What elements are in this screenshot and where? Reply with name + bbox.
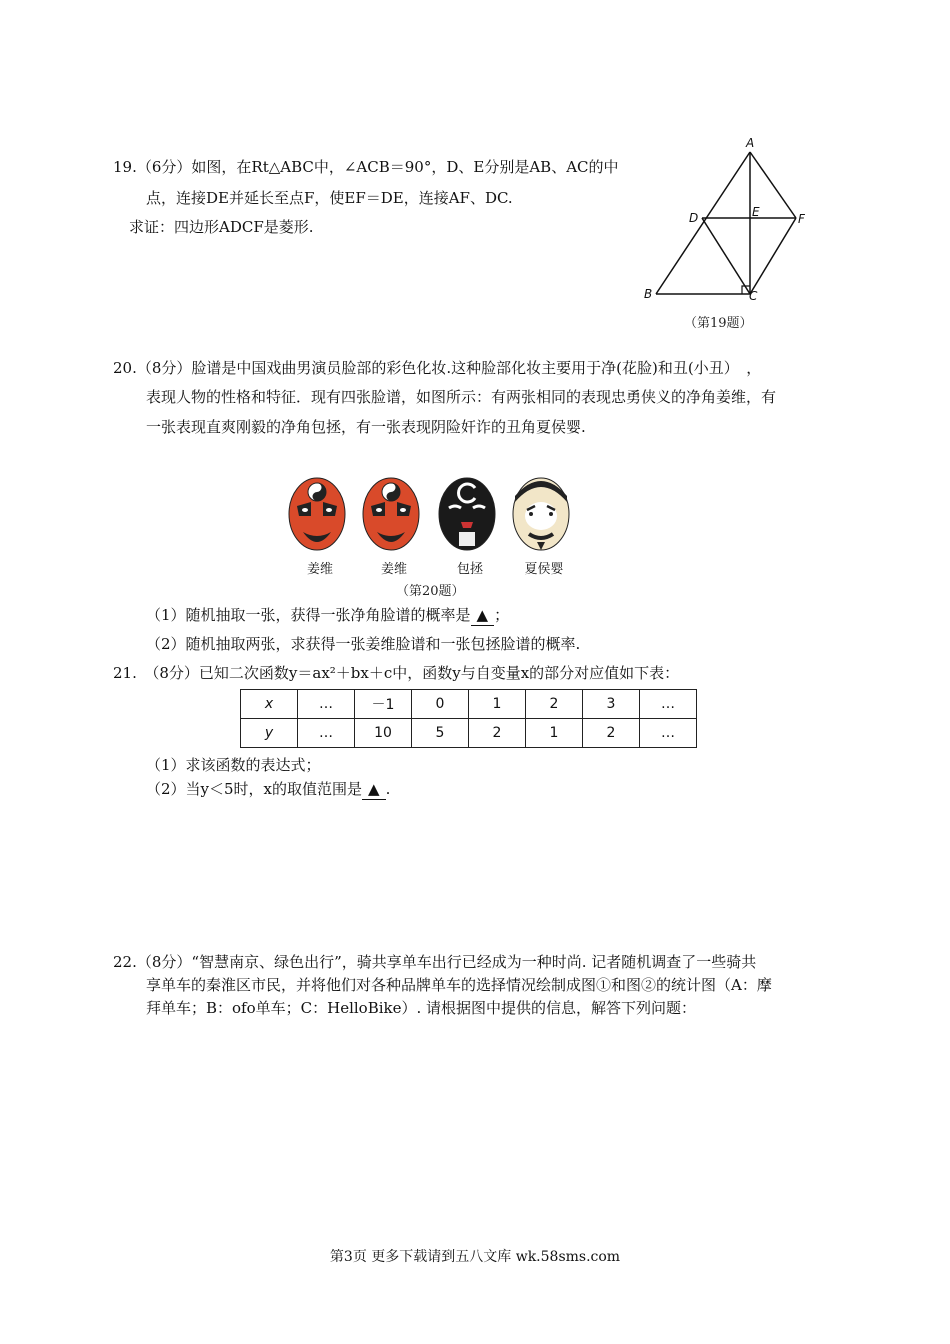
q20-part1-text: （1）随机抽取一张，获得一张净角脸谱的概率是	[146, 606, 471, 624]
label-E: E	[752, 205, 760, 219]
table-cell: 5	[412, 719, 469, 748]
table-cell: …	[640, 719, 697, 748]
q19-figure	[636, 130, 816, 340]
label-A: A	[746, 136, 755, 150]
table-cell: 2	[469, 719, 526, 748]
q19-line1: 19.（6分）如图，在Rt△ABC中，∠ACB＝90°，D、E分别是AB、AC的中	[113, 158, 619, 176]
table-cell: y	[241, 719, 298, 748]
table-row	[241, 719, 697, 748]
q20-part1-blank: ▲	[471, 605, 495, 626]
mask-name-2: 姜维	[380, 562, 407, 577]
q19-caption: （第19题）	[684, 316, 753, 331]
label-B: B	[644, 287, 653, 301]
page-footer: 第3页 更多下载请到五八文库 wk.58sms.com	[329, 1249, 621, 1265]
q20-line1: 20.（8分）脸谱是中国戏曲男演员脸部的彩色化妆.这种脸部化妆主要用于净(花脸)和丑(小丑） ，	[113, 359, 762, 377]
mask-baozheng-icon	[439, 478, 495, 550]
table-cell: 1	[469, 690, 526, 719]
table-cell: －1	[355, 690, 412, 719]
mask-name-4: 夏侯婴	[524, 562, 564, 577]
q21-part1: （1）求该函数的表达式；	[146, 756, 321, 774]
table-cell: 0	[412, 690, 469, 719]
table-cell: …	[298, 719, 355, 748]
table-cell: x	[241, 690, 298, 719]
table-cell: …	[298, 690, 355, 719]
label-C: C	[749, 289, 758, 303]
q21-part2	[146, 779, 390, 800]
q21-part2-blank: ▲	[362, 779, 386, 800]
q20-caption: （第20题）	[396, 584, 465, 599]
label-F: F	[798, 212, 805, 226]
q20-part1-suffix: ；	[494, 606, 510, 624]
q22-line3: 拜单车；B：ofo单车；C：HelloBike）. 请根据图中提供的信息，解答下列问题：	[146, 999, 697, 1017]
q21-line1: 21. （8分）已知二次函数y＝ax²＋bx＋c中，函数y与自变量x的部分对应值如下表：	[113, 664, 680, 682]
q20-line3: 一张表现直爽刚毅的净角包拯，有一张表现阴险奸诈的丑角夏侯婴.	[146, 418, 586, 436]
mask-name-1: 姜维	[306, 562, 333, 577]
q21-part2-suffix: .	[385, 780, 391, 798]
table-cell: 3	[583, 690, 640, 719]
table-row	[241, 690, 697, 719]
table-cell: …	[640, 690, 697, 719]
q21-table	[240, 689, 697, 748]
mask-name-3: 包拯	[456, 562, 483, 577]
q22-line2: 享单车的秦淮区市民，并将他们对各种品牌单车的选择情况绘制成图①和图②的统计图（A：摩	[146, 976, 772, 994]
q19-line2: 点，连接DE并延长至点F，使EF＝DE，连接AF、DC.	[146, 189, 513, 207]
mask-xiahouying-icon	[513, 478, 569, 550]
table-cell: 2	[526, 690, 583, 719]
table-cell: 2	[583, 719, 640, 748]
table-cell: 1	[526, 719, 583, 748]
mask-jiangwei-2-icon	[363, 478, 419, 550]
q19-line3: 求证：四边形ADCF是菱形.	[129, 218, 314, 236]
q21-part2-text: （2）当y＜5时，x的取值范围是	[146, 780, 363, 798]
opera-masks	[285, 476, 585, 586]
table-cell: 10	[355, 719, 412, 748]
mask-jiangwei-1-icon	[289, 478, 345, 550]
q20-line2: 表现人物的性格和特征．现有四张脸谱，如图所示：有两张相同的表现忠勇侠义的净角姜维，有	[146, 388, 777, 406]
q22-line1: 22.（8分）“智慧南京、绿色出行”，骑共享单车出行已经成为一种时尚. 记者随机调查了一些骑共	[113, 953, 757, 971]
q20-part2: （2）随机抽取两张，求获得一张姜维脸谱和一张包拯脸谱的概率.	[146, 635, 581, 653]
label-D: D	[689, 211, 699, 225]
q20-part1	[146, 605, 509, 626]
